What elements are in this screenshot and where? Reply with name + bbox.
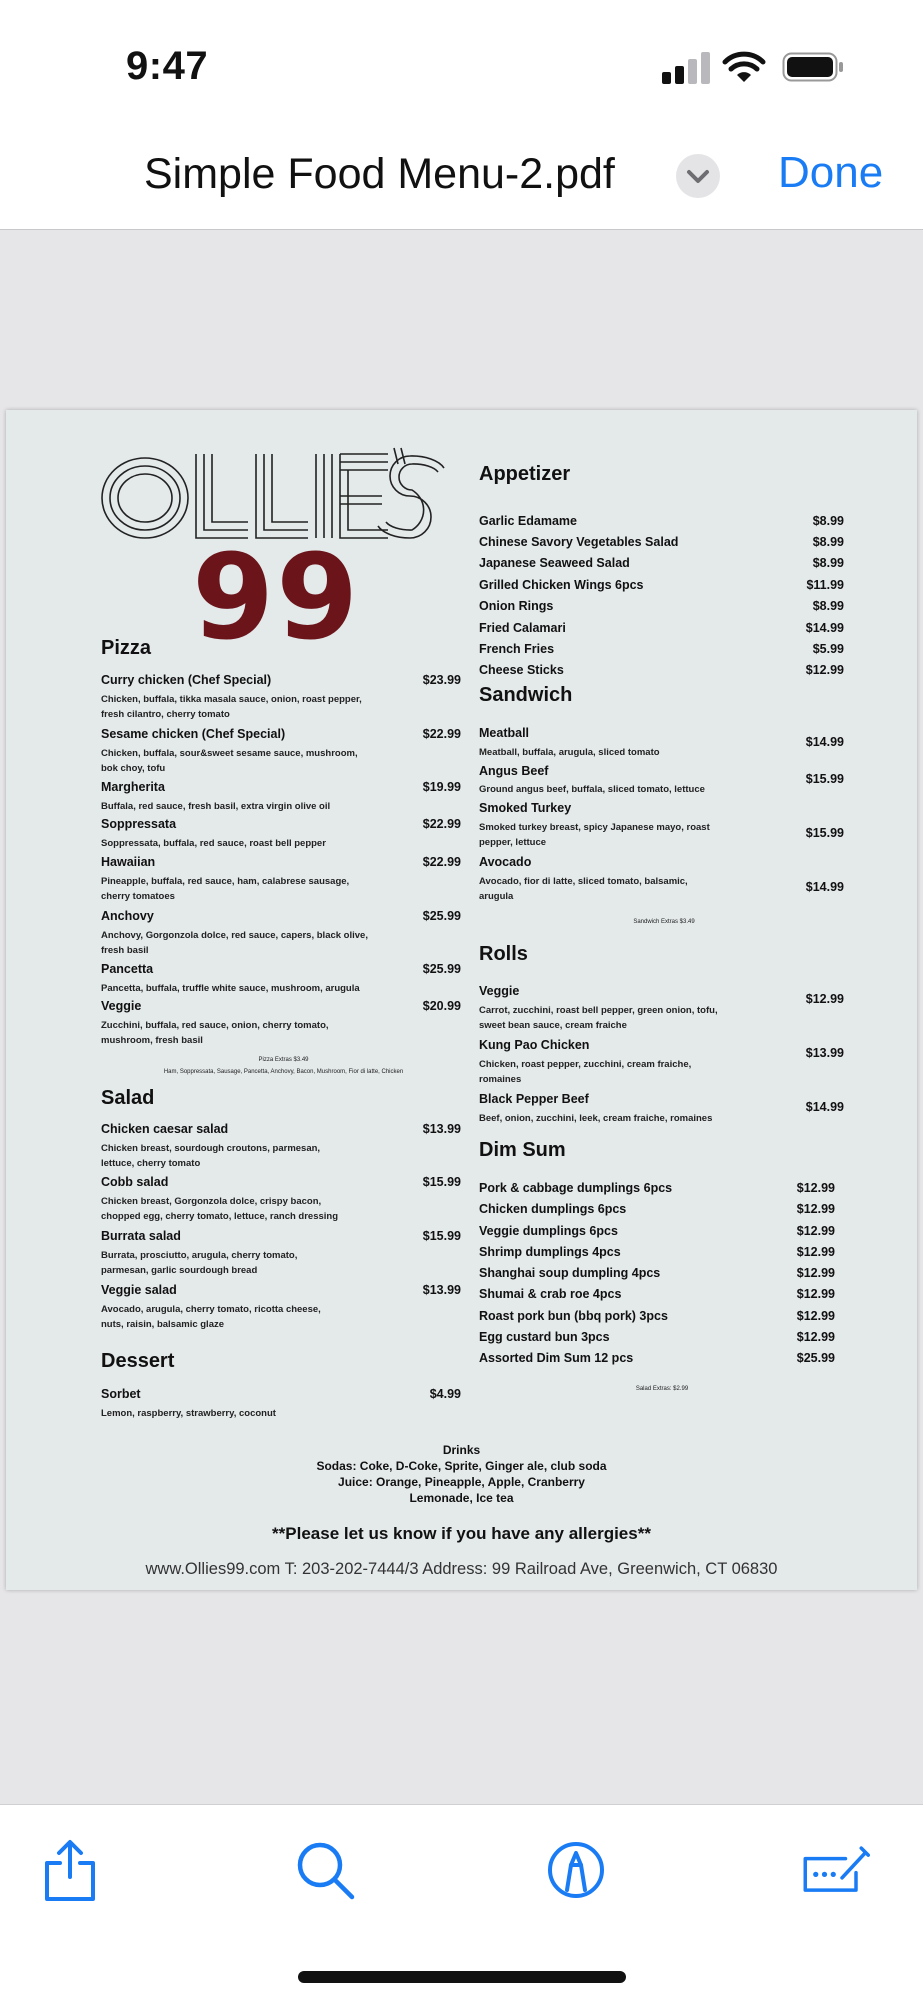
menu-item-price: $12.99 <box>796 1330 835 1344</box>
bottom-toolbar <box>0 1804 923 2000</box>
menu-item-price: $8.99 <box>812 556 844 570</box>
menu-item-price: $14.99 <box>805 735 844 749</box>
menu-item-description: Chicken, roast pepper, zucchini, cream fraiche, <box>479 1059 692 1070</box>
menu-item-name: Grilled Chicken Wings 6pcs <box>479 578 644 592</box>
document-title[interactable]: Simple Food Menu-2.pdf <box>144 150 615 198</box>
menu-item-description: Lemon, raspberry, strawberry, coconut <box>101 1408 276 1419</box>
menu-item-name: Shumai & crab roe 4pcs <box>479 1287 622 1301</box>
dessert-section-title: Dessert <box>101 1350 175 1372</box>
wifi-icon <box>722 50 766 84</box>
pizza-section-title: Pizza <box>101 637 152 659</box>
appetizer-section-title: Appetizer <box>479 463 571 485</box>
sandwich-section-title: Sandwich <box>479 684 573 706</box>
menu-item-description: fresh cilantro, cherry tomato <box>101 709 230 720</box>
menu-item-price: $25.99 <box>796 1351 835 1365</box>
drinks-line: Sodas: Coke, D-Coke, Sprite, Ginger ale, club soda <box>316 1459 607 1473</box>
menu-item-price: $8.99 <box>812 599 844 613</box>
menu-item-price: $22.99 <box>422 817 461 831</box>
menu-item-price: $15.99 <box>422 1229 461 1243</box>
menu-item-description: Carrot, zucchini, roast bell pepper, green onion, tofu, <box>479 1005 718 1016</box>
menu-item-price: $11.99 <box>806 578 844 592</box>
menu-item-description: Pineapple, buffala, red sauce, ham, calabrese sausage, <box>101 876 350 887</box>
menu-item-description: fresh basil <box>101 945 149 956</box>
menu-item-name: Angus Beef <box>479 764 549 778</box>
menu-item-name: Anchovy <box>101 909 154 923</box>
home-indicator <box>298 1971 626 1983</box>
sandwich-extras: Sandwich Extras $3.49 <box>633 919 695 925</box>
menu-item-price: $15.99 <box>805 826 844 840</box>
done-button[interactable]: Done <box>778 148 884 197</box>
menu-item-description: Chicken, buffala, sour&sweet sesame sauce, mushroom, <box>101 748 358 759</box>
menu-item-price: $19.99 <box>422 780 461 794</box>
menu-item-name: Veggie dumplings 6pcs <box>479 1224 618 1238</box>
menu-item-name: Veggie <box>101 999 142 1013</box>
menu-item-description: Chicken breast, Gorgonzola dolce, crispy bacon, <box>101 1196 322 1207</box>
menu-item-name: Burrata salad <box>101 1229 181 1243</box>
share-icon[interactable] <box>35 1835 105 1905</box>
menu-item-name: Pork & cabbage dumplings 6pcs <box>479 1181 673 1195</box>
menu-item-description: chopped egg, cherry tomato, lettuce, ranch dressing <box>101 1211 339 1222</box>
pizza-extras-list: Ham, Soppressata, Sausage, Pancetta, Anchovy, Bacon, Mushroom, Fior di latte, Chicken <box>163 1069 404 1075</box>
menu-item-price: $12.99 <box>796 1309 835 1323</box>
menu-item-description: Zucchini, buffala, red sauce, onion, cherry tomato, <box>101 1020 329 1031</box>
menu-item-price: $25.99 <box>422 909 461 923</box>
navigation-bar <box>0 118 923 230</box>
menu-item-name: Sesame chicken (Chef Special) <box>101 727 286 741</box>
menu-item-price: $8.99 <box>812 514 844 528</box>
pizza-extras-title: Pizza Extras $3.49 <box>258 1057 309 1063</box>
drinks-line: Lemonade, Ice tea <box>409 1491 514 1505</box>
drinks-line: Juice: Orange, Pineapple, Apple, Cranberry <box>338 1475 585 1489</box>
menu-item-name: Avocado <box>479 855 532 869</box>
menu-item-description: Avocado, fior di latte, sliced tomato, balsamic, <box>479 876 688 887</box>
menu-item-price: $5.99 <box>812 642 844 656</box>
menu-item-description: Smoked turkey breast, spicy Japanese mayo, roast <box>479 822 710 833</box>
menu-item-price: $12.99 <box>796 1202 835 1216</box>
salad-section-title: Salad <box>101 1087 155 1109</box>
status-time: 9:47 <box>126 44 209 88</box>
cellular-signal-icon <box>662 50 710 84</box>
menu-item-price: $22.99 <box>422 727 461 741</box>
menu-item-name: Veggie salad <box>101 1283 177 1297</box>
title-menu-button[interactable] <box>676 154 720 198</box>
menu-item-price: $12.99 <box>805 663 844 677</box>
form-fill-icon[interactable] <box>800 1835 870 1905</box>
menu-item-name: Fried Calamari <box>479 621 566 635</box>
menu-item-price: $25.99 <box>422 962 461 976</box>
rolls-section-title: Rolls <box>479 943 528 965</box>
status-bar <box>0 0 923 118</box>
menu-item-name: Veggie <box>479 984 520 998</box>
menu-item-name: Soppressata <box>101 817 177 831</box>
menu-item-description: pepper, lettuce <box>479 837 547 848</box>
menu-item-price: $15.99 <box>805 772 844 786</box>
menu-item-price: $13.99 <box>422 1283 461 1297</box>
menu-item-description: nuts, raisin, balsamic glaze <box>101 1319 225 1330</box>
menu-item-name: Garlic Edamame <box>479 514 577 528</box>
menu-item-name: Hawaiian <box>101 855 156 869</box>
menu-item-description: Buffala, red sauce, fresh basil, extra virgin olive oil <box>101 801 331 812</box>
menu-item-price: $22.99 <box>422 855 461 869</box>
menu-item-description: cherry tomatoes <box>101 891 175 902</box>
menu-item-name: Meatball <box>479 726 530 740</box>
allergy-notice: **Please let us know if you have any allergies** <box>272 1524 651 1543</box>
menu-item-price: $12.99 <box>796 1245 835 1259</box>
menu-item-name: Roast pork bun (bbq pork) 3pcs <box>479 1309 668 1323</box>
search-icon[interactable] <box>290 1835 360 1905</box>
menu-item-description: Beef, onion, zucchini, leek, cream fraiche, romaines <box>479 1113 713 1124</box>
menu-item-name: Sorbet <box>101 1387 141 1401</box>
menu-item-name: Black Pepper Beef <box>479 1092 589 1106</box>
menu-item-description: mushroom, fresh basil <box>101 1035 203 1046</box>
menu-item-name: Assorted Dim Sum 12 pcs <box>479 1351 634 1365</box>
menu-item-name: Chinese Savory Vegetables Salad <box>479 535 679 549</box>
menu-item-price: $13.99 <box>805 1046 844 1060</box>
menu-item-name: Shanghai soup dumpling 4pcs <box>479 1266 661 1280</box>
logo-number: 99 <box>192 528 361 666</box>
drinks-title: Drinks <box>442 1443 481 1457</box>
menu-item-description: Chicken, buffala, tikka masala sauce, onion, roast pepper, <box>101 694 362 705</box>
pdf-page[interactable] <box>6 410 917 1590</box>
menu-item-price: $20.99 <box>422 999 461 1013</box>
menu-item-price: $4.99 <box>429 1387 461 1401</box>
chevron-down-icon <box>676 154 720 198</box>
menu-item-name: Chicken dumplings 6pcs <box>479 1202 627 1216</box>
menu-item-name: Shrimp dumplings 4pcs <box>479 1245 621 1259</box>
menu-item-name: Curry chicken (Chef Special) <box>101 673 272 687</box>
menu-item-description: arugula <box>479 891 514 902</box>
menu-item-price: $14.99 <box>805 621 844 635</box>
menu-item-name: Kung Pao Chicken <box>479 1038 590 1052</box>
menu-item-name: Chicken caesar salad <box>101 1122 229 1136</box>
menu-item-name: Margherita <box>101 780 165 794</box>
menu-item-price: $15.99 <box>422 1175 461 1189</box>
menu-item-description: sweet bean sauce, cream fraiche <box>479 1020 627 1031</box>
menu-item-price: $14.99 <box>805 880 844 894</box>
menu-item-price: $23.99 <box>422 673 461 687</box>
menu-item-name: Cobb salad <box>101 1175 169 1189</box>
menu-item-description: Meatball, buffala, arugula, sliced tomato <box>479 747 660 758</box>
menu-item-price: $12.99 <box>796 1266 835 1280</box>
menu-item-name: Smoked Turkey <box>479 801 572 815</box>
menu-item-description: Avocado, arugula, cherry tomato, ricotta cheese, <box>101 1304 321 1315</box>
menu-item-description: Burrata, prosciutto, arugula, cherry tomato, <box>101 1250 298 1261</box>
menu-item-name: Egg custard bun 3pcs <box>479 1330 610 1344</box>
menu-item-description: lettuce, cherry tomato <box>101 1158 201 1169</box>
menu-item-price: $12.99 <box>796 1181 835 1195</box>
menu-item-price: $12.99 <box>805 992 844 1006</box>
menu-item-price: $12.99 <box>796 1287 835 1301</box>
markup-icon[interactable] <box>541 1835 611 1905</box>
menu-item-description: Ground angus beef, buffala, sliced tomato, lettuce <box>479 784 705 795</box>
menu-item-description: parmesan, garlic sourdough bread <box>101 1265 258 1276</box>
contact-footer: www.Ollies99.com T: 203-202-7444/3 Address: 99 Railroad Ave, Greenwich, CT 06830 <box>145 1560 778 1578</box>
dimsum-section-title: Dim Sum <box>479 1139 566 1161</box>
menu-item-description: Chicken breast, sourdough croutons, parmesan, <box>101 1143 321 1154</box>
battery-icon <box>782 52 844 82</box>
menu-item-description: Soppressata, buffala, red sauce, roast bell pepper <box>101 838 326 849</box>
menu-item-name: Pancetta <box>101 962 154 976</box>
menu-item-price: $12.99 <box>796 1224 835 1238</box>
menu-item-price: $13.99 <box>422 1122 461 1136</box>
salad-extras: Salad Extras: $2.99 <box>635 1386 689 1392</box>
menu-item-name: Japanese Seaweed Salad <box>479 556 630 570</box>
menu-item-description: romaines <box>479 1074 522 1085</box>
menu-item-name: Onion Rings <box>479 599 554 613</box>
menu-item-price: $14.99 <box>805 1100 844 1114</box>
menu-item-name: French Fries <box>479 642 555 656</box>
menu-item-description: Anchovy, Gorgonzola dolce, red sauce, capers, black olive, <box>101 930 368 941</box>
menu-item-description: Pancetta, buffala, truffle white sauce, mushroom, arugula <box>101 983 360 994</box>
menu-item-description: bok choy, tofu <box>101 763 166 774</box>
menu-item-price: $8.99 <box>812 535 844 549</box>
menu-item-name: Cheese Sticks <box>479 663 564 677</box>
